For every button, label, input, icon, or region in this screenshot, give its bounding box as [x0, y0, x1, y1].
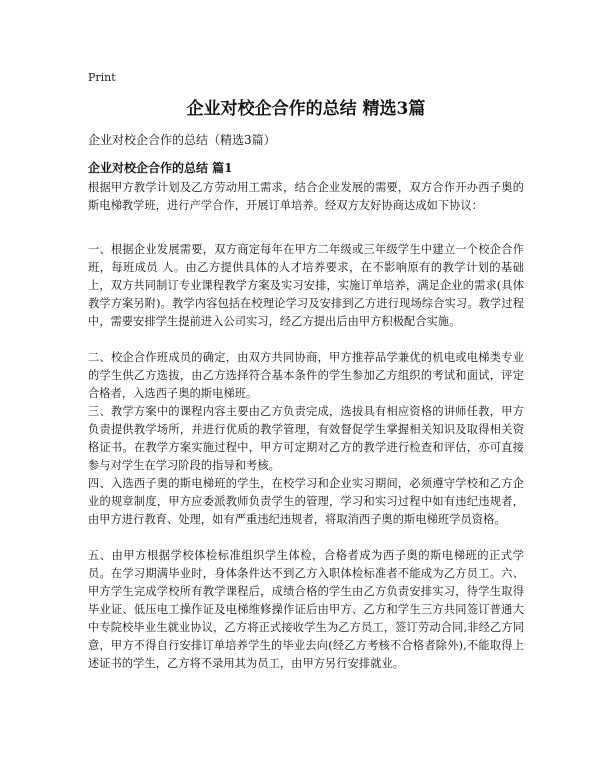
- paragraph-clause-4: 四、入选西子奥的斯电梯班的学生，在校学习和企业实习期间，必须遵守学校和乙方企业的规章制度，甲方应委派教师负责学生的管理，学习和实习过程中如有违纪违规者，由甲方进行教育、处理，如有严重违纪违规者，将取消西子奥的斯电梯班学员资格。: [88, 477, 524, 526]
- document-subtitle: 企业对校企合作的总结（精选3篇）: [88, 133, 276, 147]
- document-title: 企业对校企合作的总结 精选3篇: [186, 99, 426, 119]
- print-link[interactable]: Print: [88, 71, 116, 84]
- paragraph-intro: 根据甲方教学计划及乙方劳动用工需求，结合企业发展的需要，双方合作开办西子奥的斯电梯教学班，进行产学合作，开展订单培养。经双方友好协商达成如下协议：: [88, 181, 524, 212]
- paragraph-clause-5-6: 五、由甲方根据学校体检标准组织学生体检，合格者成为西子奥的斯电梯班的正式学员。在学习期满毕业时，身体条件达不到乙方入职体检标准者不能成为乙方员工。六、甲方学生完成学校所有教学课程后，成绩合格的学生由乙方负责安排实习，待学生取得毕业证、低压电工操作证及电梯维修操作证后由甲方、乙方和学生三方共同签订普通大中专院校毕业生就业协议，乙方将正式接收学生为乙方员工，签订劳动合同,非经乙方同意，甲方不得自行安排订单培养学生的毕业去向(经乙方考核不合格者除外),不能取得上述证书的学生，乙方将不录用其为员工，由甲方另行安排就业。: [88, 549, 524, 670]
- paragraph-clause-2: 二、校企合作班成员的确定，由双方共同协商，甲方推荐品学兼优的机电或电梯类专业的学生供乙方选拔，由乙方选择符合基本条件的学生参加乙方组织的考试和面试，评定合格者，入选西子奥的斯电梯班。: [88, 351, 524, 400]
- paragraph-clause-1: 一、根据企业发展需要，双方商定每年在甲方二年级或三年级学生中建立一个校企合作班，每班成员 人。由乙方提供具体的人才培养要求，在不影响原有的教学计划的基础上，双方共同制订专业课程教学方案及实习安排，实施订单培养，满足企业的需求(具体教学方案另附)。教学内容包括在校理论学习及安排到乙方进行现场综合实习。教学过程中，需要安排学生提前进入公司实习，经乙方提出后由甲方积极配合实施。: [88, 243, 524, 328]
- paragraph-clause-3: 三、教学方案中的课程内容主要由乙方负责完成，选拔具有相应资格的讲师任教，甲方负责提供教学场所，并进行优质的教学管理，有效督促学生掌握相关知识及取得相关资格证书。在教学方案实施过程中，甲方可定期对乙方的教学进行检查和评估，亦可直接参与对学生在学习阶段的指导和考核。: [88, 405, 524, 472]
- section-heading: 企业对校企合作的总结 篇1: [88, 161, 233, 175]
